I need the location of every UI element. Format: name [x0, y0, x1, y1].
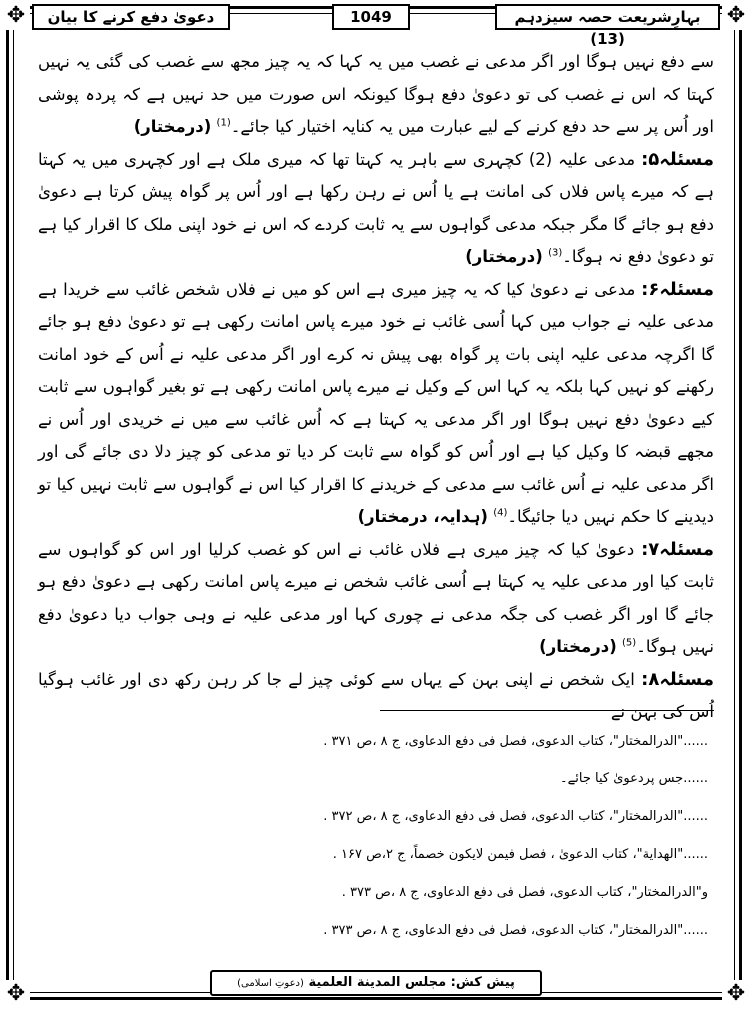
page-body [38, 46, 714, 729]
publisher-name: مجلس المدينة العلمية [308, 975, 447, 990]
masala-heading: مسئلہ۵: [641, 148, 714, 170]
footnote-marker: (1) [216, 117, 231, 129]
paragraph [38, 46, 714, 144]
page-header [32, 2, 720, 48]
paragraph-text: سے دفع نہیں ہوگا اور اگر مدعی نے غصب میں یہ کہا کہ یہ چیز مجھ سے غصب کی گئی یہ نہیں کہتا کہ اس نے غصب کی تو دعویٰ دفع ہوگا کیونکہ اس صورت میں حد نہیں ہے کہ پردہ پوشی اور اُس پر سے حد دفع کرنے کے لیے عبارت میں یہ کنایہ اختیار کیا جائے۔ [38, 52, 714, 136]
paragraph-text: مدعی نے دعویٰ کیا کہ یہ چیز میری ہے اس کو میں نے فلاں شخص غائب سے خریدا ہے مدعی علیہ نے جواب میں کہا اُسی غائب نے خود میرے پاس امانت رکھی ہے تو دعویٰ دفع ہو جائے گا اگرچہ مدعی علیہ اپنی بات پر گواہ بھی پیش نہ کرے اور اگر مدعی علیہ نے اُس کے خود امانت رکھنے کو نہیں کہا بلکہ یہ کہا اس کے وکیل نے میرے پاس امانت رکھی ہے تو بغیر گواہوں سے ثابت کیے دعویٰ دفع نہیں ہوگا اور اگر مدعی یہ کہتا ہے کہ اُس غائب سے میں نے خریدی اور اُس نے مجھے قبضہ کا وکیل کیا ہے اور اُس کو گواہ سے ثابت کر دیا تو مدعی کو چیز دلا دی جائے گی اور اگر مدعی علیہ نے اُس غائب سے مدعی کے خریدنے کا اقرار کیا اس نے گواہوں سے ثابت نہیں کیا تو دیدینے کا حکم نہیں دیا جائیگا۔ [38, 279, 714, 526]
paragraph-text: ایک شخص نے اپنی بہن کے یہاں سے کوئی چیز لے جا کر رہن رکھ دی اور غائب ہوگیا اُس کی بہن نے [38, 669, 714, 721]
masala-heading: مسئلہ۶: [641, 278, 715, 300]
paragraph-text: مدعی علیہ (2) کچہری سے باہر یہ کہتا تھا کہ میری ملک ہے اور کچہری میں یہ کہتا ہے کہ میرے پاس فلاں کی امانت ہے یا اُس نے رہن رکھا ہے اور اُس پر گواہ پیش کرتا ہے دعویٰ دفع ہو جائے گا مگر جبکہ مدعی گواہوں سے یہ ثابت کردے کہ اس نے خود اپنی ملک کا اقرار کیا ہے تو دعویٰ دفع نہ ہوگا۔ [38, 149, 714, 266]
footnote: ......جس پردعویٰ کیا جائے۔ [560, 771, 708, 786]
paragraph [38, 144, 714, 274]
chapter-title: دعویٰ دفع کرنے کا بیان [32, 4, 230, 30]
footnote: و"الدرالمختار"، کتاب الدعوی، فصل فی دفع الدعاوی، ج ۸ ،ص ۳۷۳ . [341, 885, 708, 900]
footnote-divider [380, 710, 714, 711]
publisher-bar [210, 970, 542, 996]
corner-ornament-icon: ✥ [722, 2, 750, 30]
footnote: ......"الدرالمختار"، کتاب الدعوی، فصل فی دفع الدعاوی، ج ۸ ،ص ۳۷۲ . [323, 809, 708, 824]
footnote-marker: (4) [493, 507, 508, 519]
masala-heading: مسئلہ۷: [641, 538, 714, 560]
corner-ornament-icon: ✥ [2, 2, 30, 30]
footnote: ......"الدرالمختار"، کتاب الدعوی، فصل فی دفع الدعاوی، ج ۸ ،ص ۳۷۳ . [323, 923, 708, 938]
paragraph [38, 534, 714, 664]
reference: (درمختار) [133, 117, 212, 136]
footnote: ......"الهداية"، کتاب الدعویٰ ، فصل فیمن لایکون خصماً، ج ۲،ص ۱۶۷ . [332, 847, 708, 862]
page-number: 1049 [332, 4, 410, 30]
footnote-marker: (5) [622, 637, 637, 649]
publisher-prefix: پیش کش: [450, 975, 515, 990]
masala-heading: مسئلہ۸: [641, 668, 715, 690]
reference: (ہدایہ، درمختار) [357, 507, 488, 526]
publisher-suffix: (دعوتِ اسلامی) [237, 978, 304, 989]
footnote: ......"الدرالمختار"، کتاب الدعوی، فصل فی دفع الدعاوی، ج ۸ ،ص ۳۷۱ . [323, 734, 708, 749]
paragraph [38, 664, 714, 729]
book-title: بہارِشریعت حصہ سیزدہم (13) [495, 4, 720, 30]
reference: (درمختار) [539, 637, 617, 656]
paragraph-text: دعویٰ کیا کہ چیز میری ہے فلاں غائب نے اس کو غصب کرلیا اور اس کو گواہوں سے ثابت کیا اور مدعی علیہ یہ کہتا ہے اُسی غائب شخص نے میرے پاس امانت رکھی ہے دعویٰ دفع ہو جائے گا اور اگر غصب کی جگہ مدعی نے چوری کہا اور مدعی علیہ نے وہی جواب دیا دعویٰ دفع نہیں ہوگا۔ [38, 539, 714, 656]
footnote-marker: (3) [548, 247, 563, 259]
corner-ornament-icon: ✥ [2, 980, 30, 1008]
reference: (درمختار) [465, 247, 543, 266]
corner-ornament-icon: ✥ [722, 980, 750, 1008]
paragraph [38, 274, 714, 534]
